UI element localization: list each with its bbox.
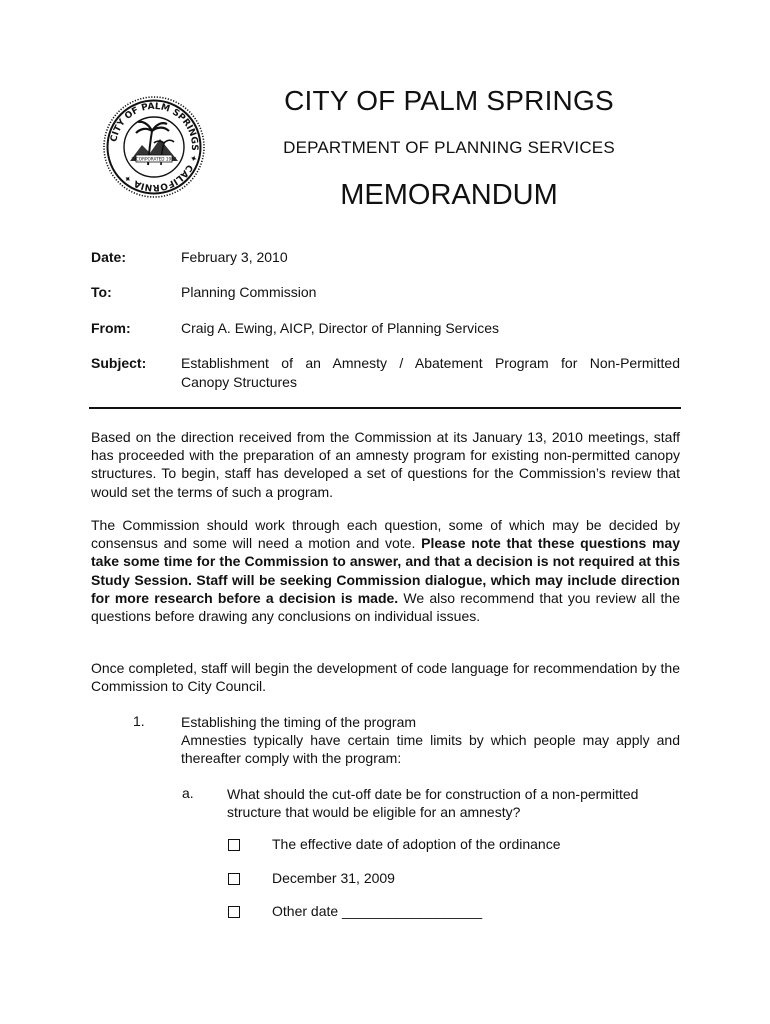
to-value: Planning Commission xyxy=(181,284,317,300)
subject-value xyxy=(181,354,680,392)
option-2-label: December 31, 2009 xyxy=(272,870,395,886)
paragraph-2-end: We also recommend that you review all the questions before drawing any conclusions on individual issues. xyxy=(91,589,680,625)
sub-item-a-letter: a. xyxy=(182,785,194,801)
paragraph-2-bold: Please note that these questions may take some time for the Commission to answer, and that a decision is not required at this Study Session. Staff will be seeking Commission dialogue, which may include direction for more research before a decision is made. xyxy=(91,535,680,606)
option-2-checkbox[interactable] xyxy=(228,873,240,885)
paragraph-2 xyxy=(91,516,680,625)
header-divider xyxy=(89,407,681,409)
item-1-number: 1. xyxy=(133,713,145,729)
item-1-title: Establishing the timing of the program xyxy=(181,714,417,730)
sub-item-a-question: What should the cut-off date be for construction of a non-permitted structure that would be eligible for an amnesty? xyxy=(227,786,639,821)
from-value: Craig A. Ewing, AICP, Director of Planning Services xyxy=(181,320,500,336)
subject-line-2: Canopy Structures xyxy=(181,374,297,390)
option-1-label: The effective date of adoption of the ordinance xyxy=(272,836,561,852)
paragraph-3-text: Once completed, staff will begin the development of code language for recommendation by the Commission to City Council. xyxy=(91,660,680,695)
city-seal xyxy=(102,95,206,199)
paragraph-1-text: Based on the direction received from the Commission at its January 13, 2010 meetings, staff has proceeded with the preparation of an amnesty program for existing non-permitted canopy structures. To begin, staff has developed a set of questions for the Commission’s review that would set the terms of such a program. xyxy=(91,429,680,500)
to-label: To: xyxy=(91,284,112,300)
svg-text:CITY OF PALM SPRINGS ✦ CALIFOR: CITY OF PALM SPRINGS ✦ CALIFORNIA ✦ xyxy=(109,101,200,193)
document-type-title: MEMORANDUM xyxy=(340,179,558,211)
paragraph-1 xyxy=(91,428,680,501)
item-1-description: Amnesties typically have certain time limits by which people may apply and thereafter comply with the program: xyxy=(181,732,680,767)
date-label: Date: xyxy=(91,249,127,265)
option-3-checkbox[interactable] xyxy=(228,906,240,918)
department-title: DEPARTMENT OF PLANNING SERVICES xyxy=(283,138,615,157)
date-value: February 3, 2010 xyxy=(181,249,288,265)
from-label: From: xyxy=(91,320,131,336)
option-3-label: Other date __________________ xyxy=(272,903,483,919)
paragraph-3 xyxy=(91,659,680,695)
paragraph-2-start: The Commission should work through each question, some of which may be decided by consensus and some will need a motion and vote. xyxy=(91,517,680,552)
city-title: CITY OF PALM SPRINGS xyxy=(284,85,614,116)
option-1-checkbox[interactable] xyxy=(228,839,240,851)
svg-text:INCORPORATED 1938: INCORPORATED 1938 xyxy=(131,156,177,162)
subject-label: Subject: xyxy=(91,355,147,371)
subject-line-1: Establishment of an Amnesty / Abatement Program for Non-Permitted xyxy=(181,355,680,371)
